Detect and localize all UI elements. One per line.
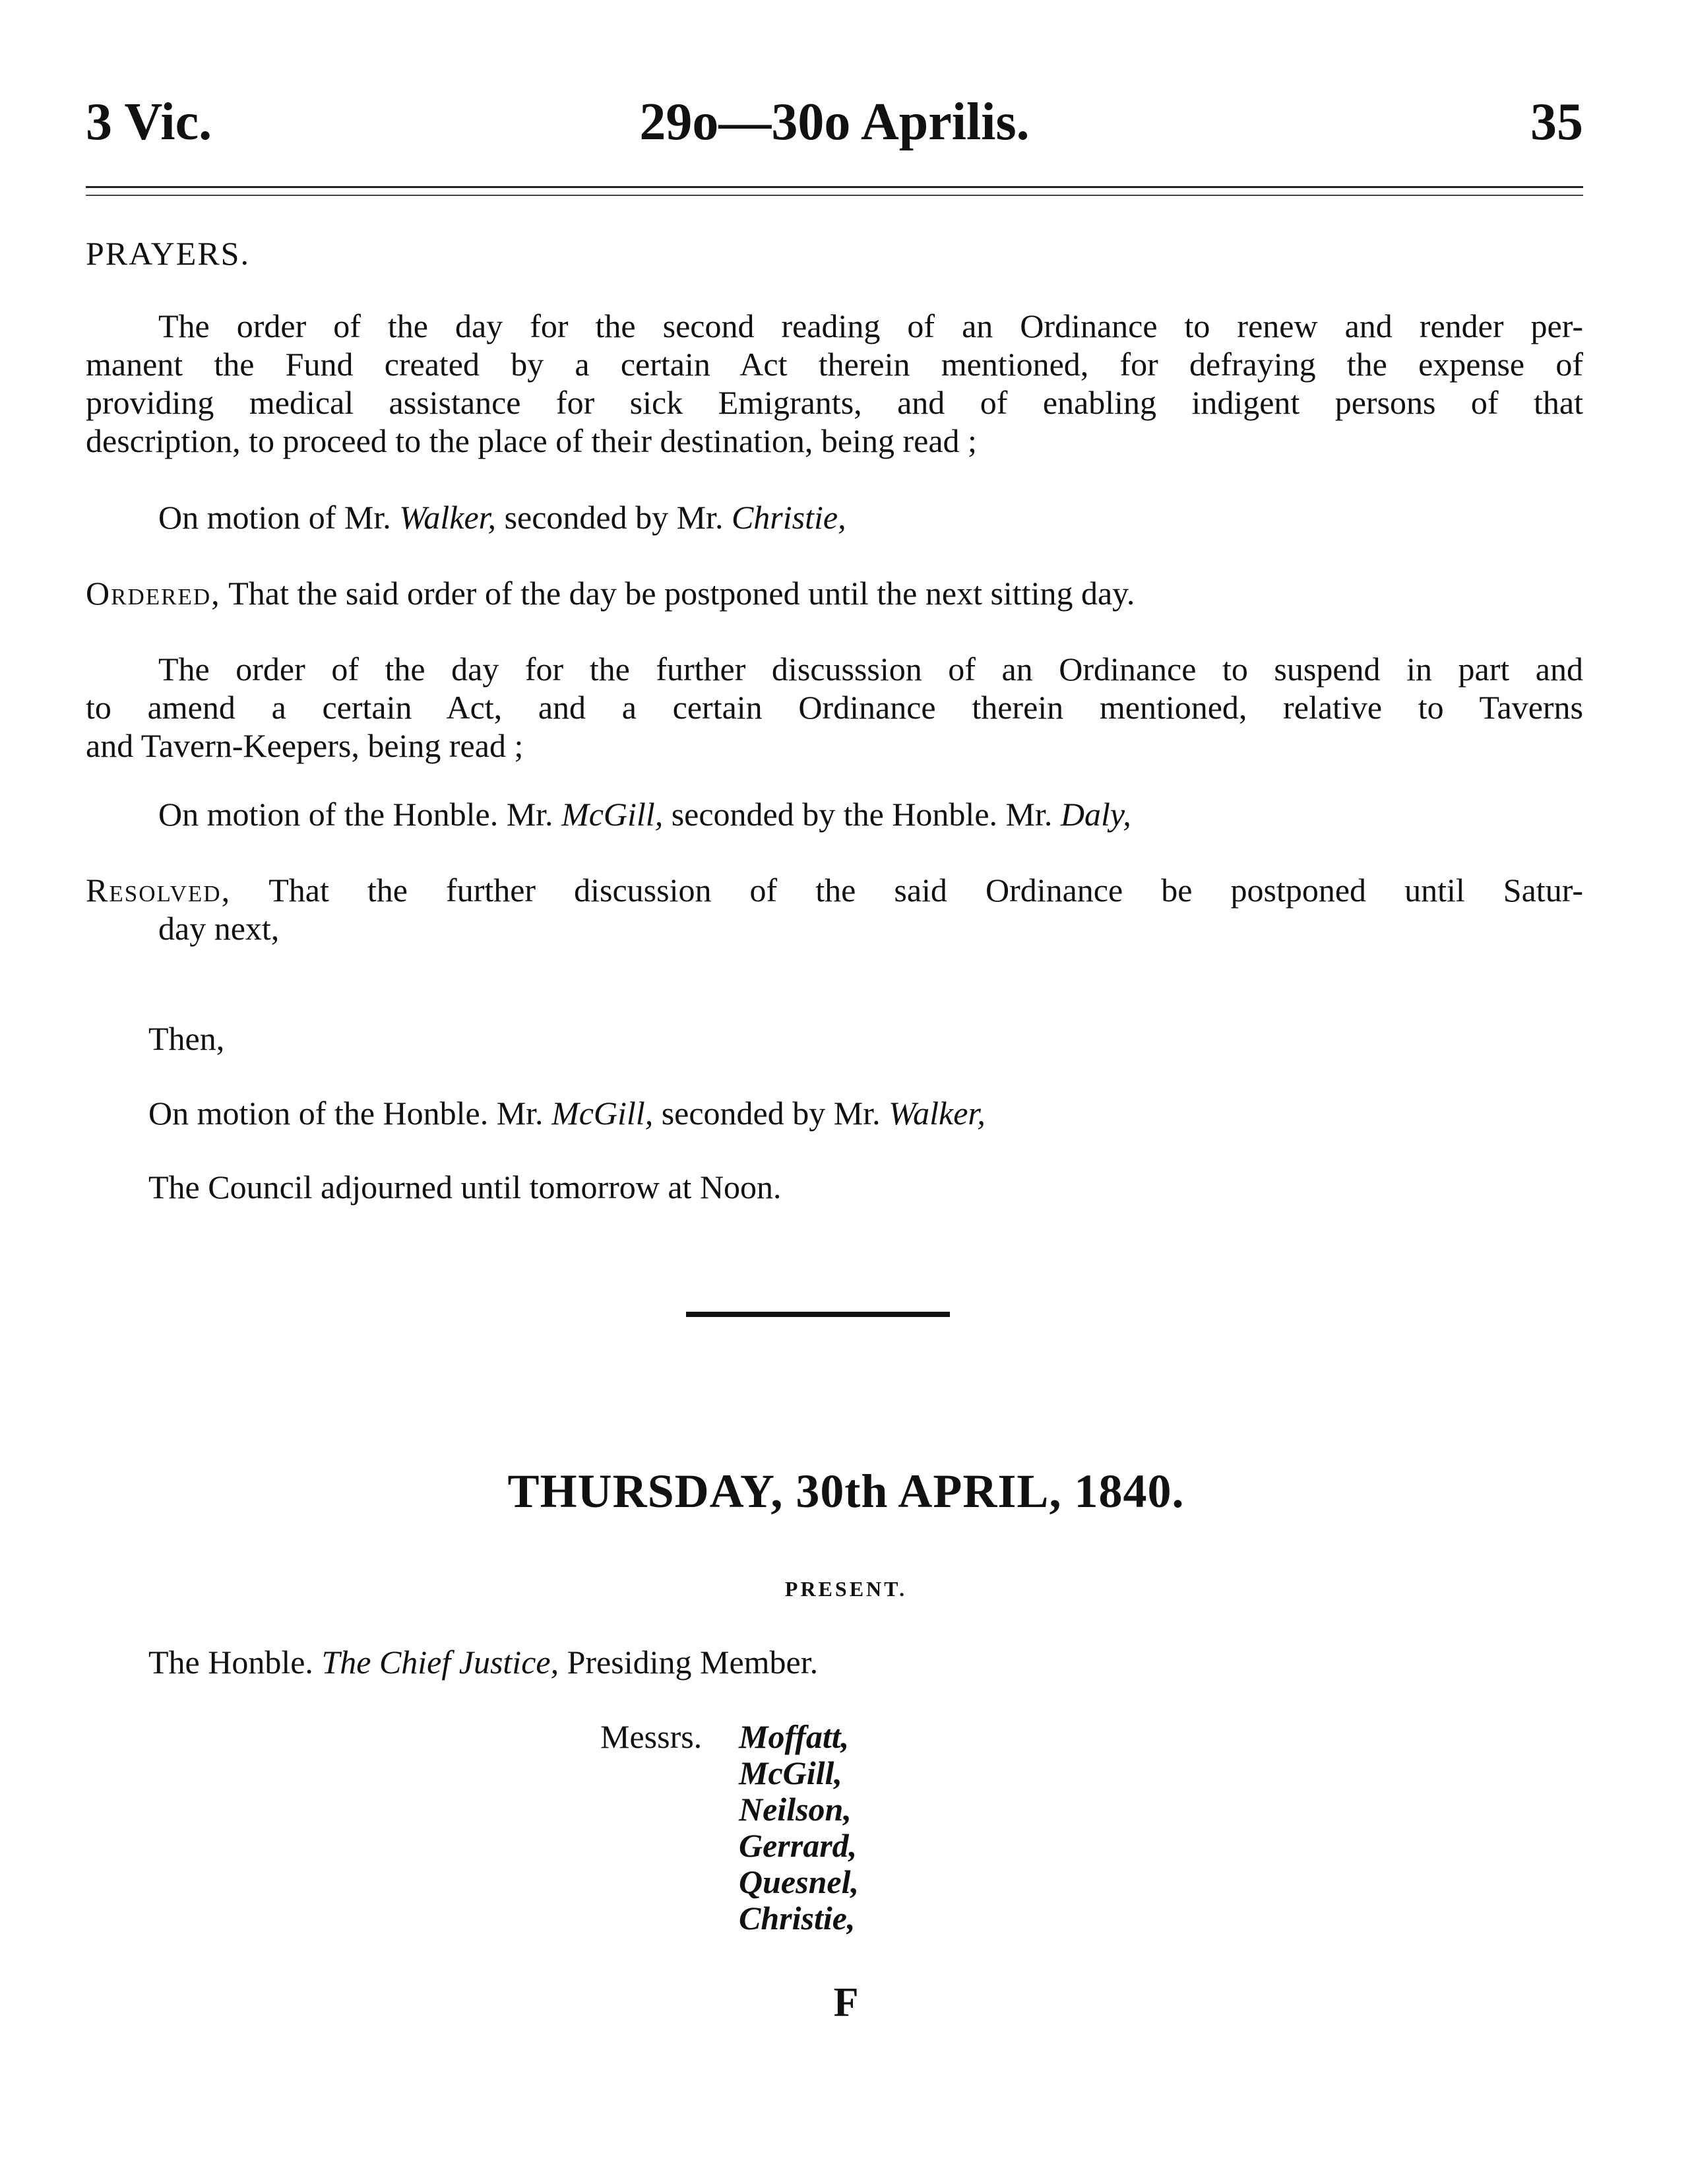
present-label: PRESENT. [784, 1577, 908, 1601]
paragraph-line: providing medical assistance for sick Emigrants, and of enabling indigent persons of that [86, 384, 1583, 421]
mover-name: Walker, [399, 499, 497, 536]
paragraph-line: The order of the day for the further discusssion of an Ordinance to suspend in part and [158, 651, 1583, 688]
paragraph-emigrants-ordinance [86, 307, 1583, 460]
date-heading: 29o—30o Aprilis. [639, 93, 1030, 151]
prayers-label: PRAYERS. [86, 235, 250, 272]
ordered-entry [86, 574, 1583, 612]
motion-middle: seconded by the Honble. Mr. [663, 796, 1061, 833]
regnal-year: 3 Vic. [86, 93, 212, 151]
paragraph-line: and Tavern-Keepers, being read ; [86, 727, 524, 764]
resolved-line [86, 871, 1583, 909]
paragraph-line: The order of the day for the second reading of an Ordinance to renew and render per- [158, 307, 1583, 344]
motion-middle: seconded by Mr. [653, 1095, 889, 1132]
member-name: Moffatt, [739, 1718, 850, 1755]
presiding-member-line [148, 1643, 818, 1681]
motion-middle: seconded by Mr. [496, 499, 732, 536]
resolved-text: That the further discussion of the said Ordinance be postponed until Satur- [231, 872, 1583, 909]
member-name: Neilson, [739, 1791, 852, 1828]
resolved-continuation: day next, [158, 910, 280, 947]
motion-prefix: On motion of the Honble. Mr. [158, 796, 562, 833]
mover-name: McGill, [551, 1095, 654, 1132]
day-heading: THURSDAY, 30th APRIL, 1840. [507, 1465, 1185, 1518]
seconder-name: Daly, [1060, 796, 1131, 833]
ordered-label: Ordered, [86, 575, 221, 612]
resolved-entry [86, 871, 1583, 947]
paragraph-line: to amend a certain Act, and a certain Ordinance therein mentioned, relative to Taverns [86, 689, 1583, 726]
resolved-label: Resolved, [86, 872, 232, 909]
motion-mcgill-walker [148, 1094, 1534, 1132]
paragraph-taverns-ordinance [86, 650, 1583, 765]
seconder-name: Christie, [731, 499, 846, 536]
ordered-text: That the said order of the day be postponed until the next sitting day. [220, 575, 1135, 612]
motion-walker-christie [158, 498, 1544, 536]
presiding-suffix: Presiding Member. [559, 1644, 819, 1681]
running-header [86, 89, 1583, 162]
motion-prefix: On motion of the Honble. Mr. [148, 1095, 552, 1132]
adjournment-line: The Council adjourned until tomorrow at Noon. [148, 1169, 782, 1205]
messrs-label: Messrs. [600, 1718, 703, 1755]
paragraph-line: description, to proceed to the place of their destination, being read ; [86, 422, 977, 459]
seconder-name: Walker, [889, 1095, 986, 1132]
member-name: Quesnel, [739, 1863, 859, 1900]
member-name: Christie, [739, 1900, 856, 1937]
member-list [739, 1719, 859, 1937]
header-double-rule [86, 186, 1583, 196]
motion-prefix: On motion of Mr. [158, 499, 400, 536]
motion-mcgill-daly [158, 795, 1544, 833]
then-line: Then, [148, 1020, 225, 1057]
member-name: McGill, [739, 1754, 842, 1791]
section-divider-rule [686, 1312, 950, 1317]
member-name: Gerrard, [739, 1827, 858, 1864]
presiding-prefix: The Honble. [148, 1644, 322, 1681]
presiding-title: The Chief Justice, [321, 1644, 559, 1681]
paragraph-line: manent the Fund created by a certain Act therein mentioned, for defraying the expense of [86, 346, 1583, 383]
signature-mark: F [833, 1980, 859, 2025]
page-number: 35 [1530, 93, 1583, 151]
mover-name: McGill, [561, 796, 664, 833]
